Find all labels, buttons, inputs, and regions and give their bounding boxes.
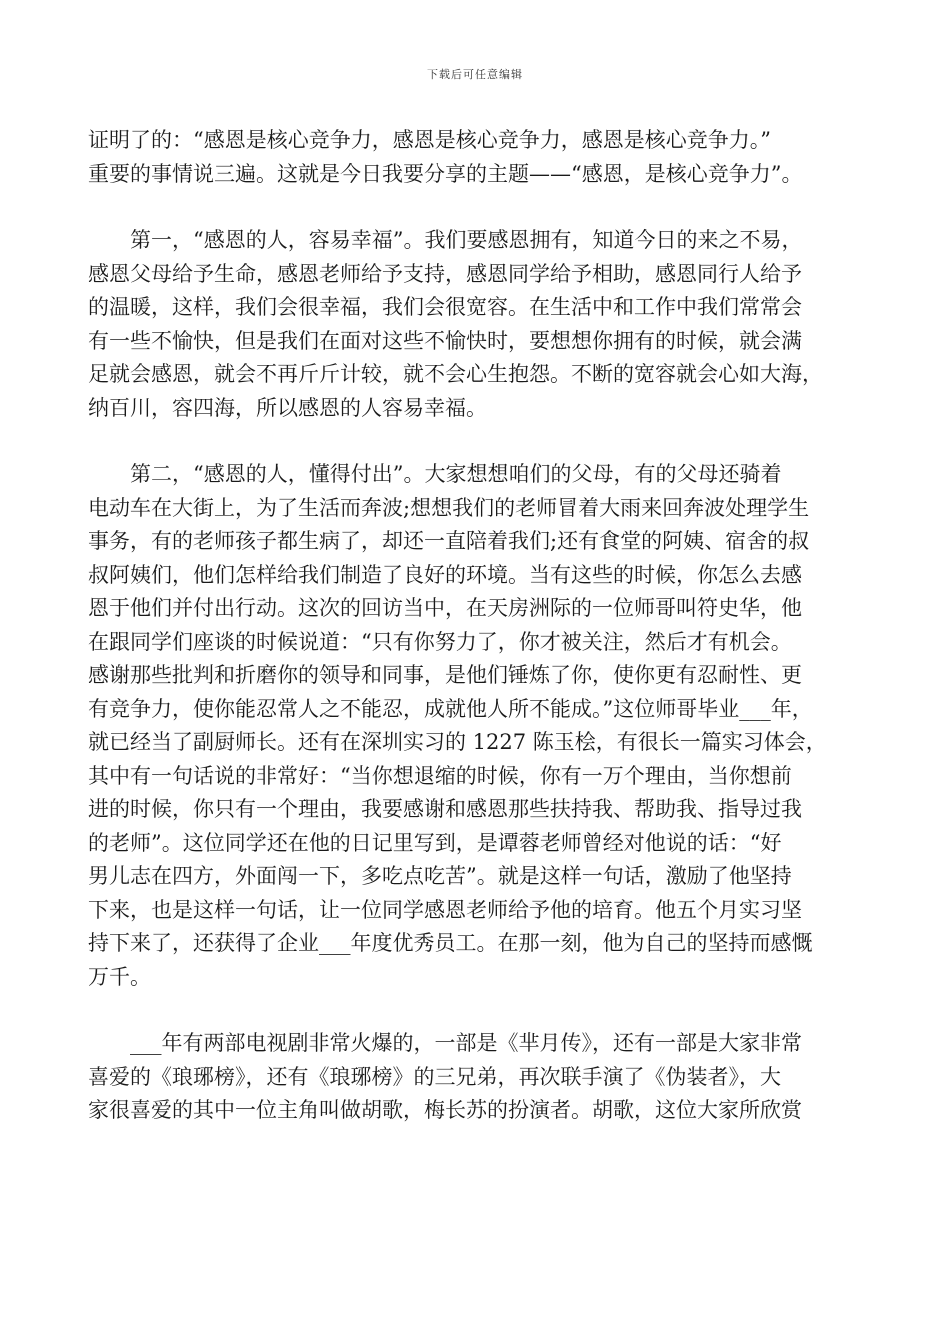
text-line: 第二，“感恩的人，懂得付出”。大家想想咱们的父母，有的父母还骑着 (88, 462, 782, 486)
text-line: 持下来了，还获得了企业___年度优秀员工。在那一刻，他为自己的坚持而感慨 (88, 931, 813, 955)
text-line: 万千。 (88, 964, 151, 989)
text-line: 有竞争力，使你能忍常人之不能忍，成就他人所不能成。”这位师哥毕业___年， (88, 696, 813, 721)
text-line: 叔阿姨们，他们怎样给我们制造了良好的环境。当有这些的时候，你怎么去感 (88, 562, 802, 587)
text-line: 有一些不愉快，但是我们在面对这些不愉快时，要想想你拥有的时候，就会满 (88, 328, 802, 353)
page-header: 下载后可任意编辑 (427, 68, 523, 81)
text-line: 的温暖，这样，我们会很幸福，我们会很宽容。在生活中和工作中我们常常会 (88, 295, 802, 319)
text-line: 男儿志在四方，外面闯一下，多吃点吃苦”。就是这样一句话，激励了他坚持 (88, 864, 792, 888)
text-line: 家很喜爱的其中一位主角叫做胡歌，梅长苏的扮演者。胡歌，这位大家所欣赏 (88, 1098, 802, 1122)
text-line: 重要的事情说三遍。这就是今日我要分享的主题——“感恩，是核心竞争力”。 (88, 161, 803, 186)
document-body (88, 124, 868, 1128)
text-line: 下来，也是这样一句话，让一位同学感恩老师给予他的培育。他五个月实习坚 (88, 897, 802, 922)
text-line: 的老师”。这位同学还在他的日记里写到，是谭蓉老师曾经对他说的话：“好 (88, 830, 782, 855)
text-line: 足就会感恩，就会不再斤斤计较，就不会心生抱怨。不断的宽容就会心如大海， (88, 362, 823, 386)
text-line: ___年有两部电视剧非常火爆的，一部是《芈月传》，还有一部是大家非常 (88, 1031, 802, 1055)
text-line: 感恩父母给予生命，感恩老师给予支持，感恩同学给予相助，感恩同行人给予 (88, 261, 802, 286)
text-line: 事务，有的老师孩子都生病了，却还一直陪着我们;还有食堂的阿姨、宿舍的叔 (88, 529, 810, 553)
paragraph-second-point (88, 458, 868, 994)
paragraph-first-point (88, 224, 868, 425)
text-line: 感谢那些批判和折磨你的领导和同事，是他们锤炼了你，使你更有忍耐性、更 (88, 663, 802, 687)
paragraph-tv-series (88, 1027, 868, 1128)
text-line: 第一，“感恩的人，容易幸福”。我们要感恩拥有，知道今日的来之不易， (88, 228, 803, 252)
text-line: 喜爱的《琅琊榜》，还有《琅琊榜》的三兄弟，再次联手演了《伪装者》，大 (88, 1064, 781, 1089)
text-line: 其中有一句话说的非常好：“当你想退缩的时候，你有一万个理由，当你想前 (88, 763, 792, 788)
text-line: 证明了的：“感恩是核心竞争力，感恩是核心竞争力，感恩是核心竞争力。” (88, 128, 771, 152)
text-line: 就已经当了副厨师长。还有在深圳实习的 1227 陈玉桧，有很长一篇实习体会， (88, 730, 827, 754)
text-line: 在跟同学们座谈的时候说道：“只有你努力了，你才被关注，然后才有机会。 (88, 629, 792, 654)
text-line: 电动车在大街上，为了生活而奔波;想想我们的老师冒着大雨来回奔波处理学生 (88, 495, 810, 520)
text-line: 纳百川，容四海，所以感恩的人容易幸福。 (88, 395, 487, 420)
text-line: 恩于他们并付出行动。这次的回访当中，在天房洲际的一位师哥叫符史华，他 (88, 596, 802, 620)
text-line: 进的时候，你只有一个理由，我要感谢和感恩那些扶持我、帮助我、指导过我 (88, 797, 802, 821)
paragraph-intro (88, 124, 868, 191)
